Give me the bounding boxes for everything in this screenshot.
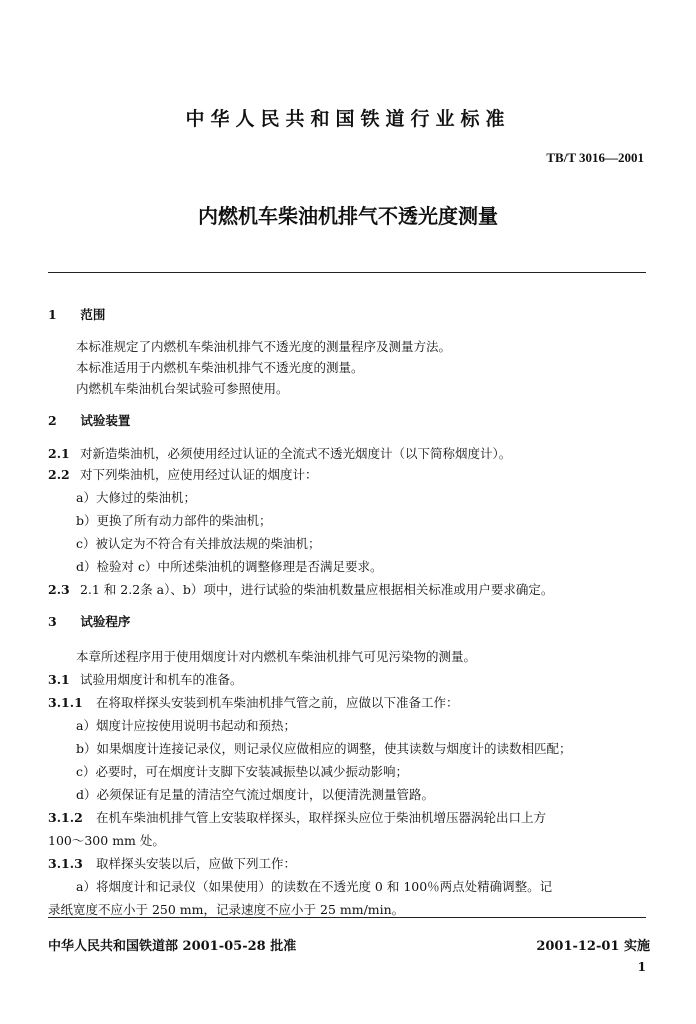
list-item: d）必须保证有足量的清洁空气流过烟度计，以便清洗测量管路。 [76,787,435,802]
paragraph: 本标准规定了内燃机车柴油机排气不透光度的测量程序及测量方法。 [76,339,452,354]
list-item: c）必要时，可在烟度计支脚下安装减振垫以减少振动影响； [76,764,409,779]
list-item: b）更换了所有动力部件的柴油机； [76,513,272,528]
standard-category-title: 中华人民共和国铁道行业标准 [185,108,511,130]
list-item: a）烟度计应按使用说明书起动和预热； [76,718,296,733]
section-number: 1 [48,307,57,322]
section-1-heading [48,305,105,323]
page-number: 1 [637,960,646,974]
clause-text: 对下列柴油机，应使用经过认证的烟度计： [79,467,318,482]
clause-number: 2.1 [48,446,70,461]
section-number: 2 [48,413,57,428]
list-item: b）如果烟度计连接记录仪，则记录仪应做相应的调整，使其读数与烟度计的读数相匹配； [76,741,572,756]
clause-number: 2.3 [48,582,70,597]
clause-2-2 [48,465,318,483]
header-divider [48,272,646,273]
clause-3-1-2 [48,808,546,826]
clause-continuation: 100～300 mm 处。 [48,833,165,848]
section-title: 范围 [80,307,106,322]
clause-3-1 [48,670,243,688]
clause-text: 取样探头安装以后，应做下列工作： [95,856,296,871]
clause-text: 试验用烟度计和机车的准备。 [79,672,243,687]
list-item: a）大修过的柴油机； [76,490,196,505]
section-title: 试验程序 [80,614,131,629]
clause-text: 2.1 和 2.2条 a）、b）项中，进行试验的柴油机数量应根据相关标准或用户要求确定。 [79,582,554,597]
section-2-heading [48,411,130,429]
clause-2-1 [48,444,511,462]
footer-divider [48,917,646,918]
section-number: 3 [48,614,57,629]
clause-number: 3.1.1 [48,695,83,710]
section-3-heading [48,612,130,630]
list-item: a）将烟度计和记录仪（如果使用）的读数在不透光度 0 和 100％两点处精确调整。记 [76,879,553,894]
clause-number: 2.2 [48,467,70,482]
effective-date: 2001-12-01 实施 [536,939,650,954]
document-title: 内燃机车柴油机排气不透光度测量 [198,204,498,228]
section-title: 试验装置 [80,413,131,428]
clause-3-1-1 [48,693,459,711]
clause-number: 3.1.2 [48,810,83,825]
clause-number: 3.1.3 [48,856,83,871]
list-item: c）被认定为不符合有关排放法规的柴油机； [76,536,321,551]
list-item-continuation: 录纸宽度不应小于 250 mm，记录速度不应小于 25 mm/min。 [48,902,405,917]
paragraph: 本章所述程序用于使用烟度计对内燃机车柴油机排气可见污染物的测量。 [76,649,477,664]
paragraph: 本标准适用于内燃机车柴油机排气不透光度的测量。 [76,360,364,375]
paragraph: 内燃机车柴油机台架试验可参照使用。 [76,381,289,396]
clause-text: 在将取样探头安装到机车柴油机排气管之前，应做以下准备工作： [95,695,459,710]
list-item: d）检验对 c）中所述柴油机的调整修理是否满足要求。 [76,559,383,574]
clause-text: 在机车柴油机排气管上安装取样探头，取样探头应位于柴油机增压器涡轮出口上方 [95,810,546,825]
approval-note: 中华人民共和国铁道部 2001-05-28 批准 [48,939,297,954]
standard-code: TB/T 3016—2001 [546,150,644,165]
clause-text: 对新造柴油机，必须使用经过认证的全流式不透光烟度计（以下简称烟度计）。 [79,446,512,461]
clause-number: 3.1 [48,672,70,687]
clause-3-1-3 [48,854,296,872]
clause-2-3 [48,580,553,598]
